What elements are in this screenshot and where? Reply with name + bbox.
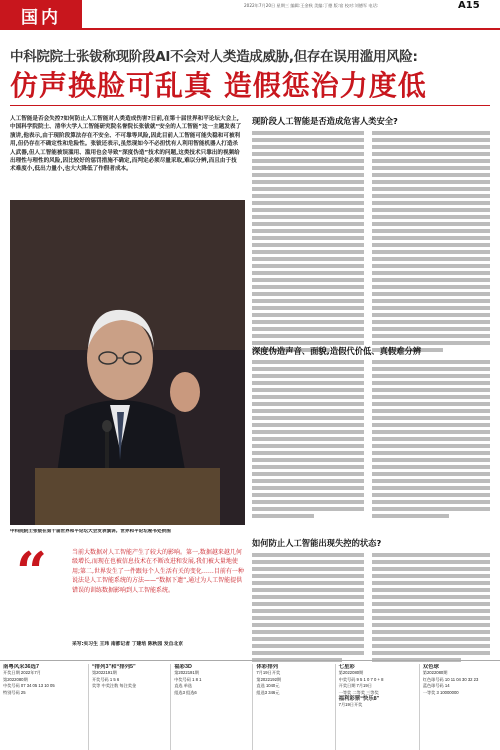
- speaker-photo: [10, 200, 245, 525]
- speaker-figure-illustration: [10, 200, 245, 525]
- section-1-body-left: [252, 131, 364, 355]
- section-1-body-right: [372, 131, 490, 355]
- page-tag: A15: [458, 0, 480, 11]
- lottery-column-5: 七星彩 第2022080期 中奖号码 9 5 1 0 7 0 + 8 开奖日期 7月19日 一等奖 二等奖 三等奖 福利彩票“快乐8” 7月19日开奖: [336, 664, 420, 750]
- section-3-body-right: [372, 553, 490, 665]
- section-3-body-left: [252, 553, 364, 665]
- section-heading-2: 深度伪造声音、面貌,造假代价低、真假难分辨: [252, 346, 422, 356]
- byline: 采写:实习生 王玮 南都记者 丁建培 陈秋园 发自北京: [72, 642, 184, 647]
- photo-caption: 中科院院士张钹在第十届世界和平论坛大会发表演讲。世界和平论坛秘书处供图: [10, 529, 171, 534]
- headline-kicker: 中科院院士张钹称现阶段AI不会对人类造成威胁,但存在误用滥用风险:: [10, 49, 418, 65]
- lottery-column-4: 体彩排列 7月19日开奖 第2022192期 直选 1040元 组选3 346元: [253, 664, 335, 750]
- lottery-column-2: “排列3”和“排列5” 第2022191期 开奖号码 1 5 6 奖等 中奖注数 每注奖金: [89, 664, 171, 750]
- header-bar: [0, 0, 500, 30]
- quote-mark-icon: “: [16, 540, 48, 604]
- section-2-body-left: [252, 360, 364, 521]
- section-2-body-right: [372, 360, 490, 521]
- section-heading-1: 现阶段人工智能是否造成危害人类安全?: [252, 116, 398, 126]
- section-heading-3: 如何防止人工智能出现失控的状态?: [252, 538, 382, 548]
- lottery-column-6: 双色球 第2022080期 红色球号码 10 11 04 30 32 23 蓝色球号码 14 一等奖 3 10000000: [422, 664, 479, 695]
- lottery-column-1: 南粤风采36选7 开奖日期 2022年7月 第2022080期 中奖号码 07 34 05 13 10 05 特别号码 25: [0, 664, 89, 750]
- lottery-band: [0, 664, 500, 750]
- quote-text: 当前大数据对人工智能产生了较大的影响。第一,数据越来越几何级增长,而现在也被信息技术在不断改进和发展,我们被大量地使用;第二,世界发生了一件跟每个人生活有关的变化……目前有一种说法是人工智能系统的方法——“数据下遗”,通过为人工智能提供错误的训练数据影响到人工智能系统。: [72, 549, 244, 594]
- lead-paragraph: 人工智能是否会失控?如何防止人工智能对人类造成伤害?日前,在第十届世界和平论坛大会上,中国科学院院士、清华大学人工智能研究院名誉院长张钹就“安全的人工智能”这一主题发表了演讲,他表示,由于现阶段算法存在不安全、不可靠等风险,因此目前人工智能可能失稳和可被利用,但仍存在不确定性和危险性。张钹还表示,虽然现如今不必担忧有人利用智能机器人打造杀人武器,但人工智能被误滥用、滥用也会导致“深度伪造”技术的问题,这类技术只靠出的视频给出理性与理性的风险,因比较好的惩罚措施不确定,而判定必须尽量采取,难以分辨,而且由于技术难度小,低出力量小,也大大降低了作假者成本。: [10, 116, 242, 173]
- lottery-column-3: 福彩3D 第2022191期 中奖号码 1 8 1 直选 单选 组选3 组选6: [171, 664, 253, 750]
- headline-title: 仿声换脸可乱真 造假惩治力度低: [10, 69, 427, 102]
- section-tag: 国内: [0, 0, 82, 30]
- date-line: 2022年7月20日 星期三 编辑:王金秋 美编:丁德 版:宿 校对:刘德军 电话:: [244, 3, 379, 8]
